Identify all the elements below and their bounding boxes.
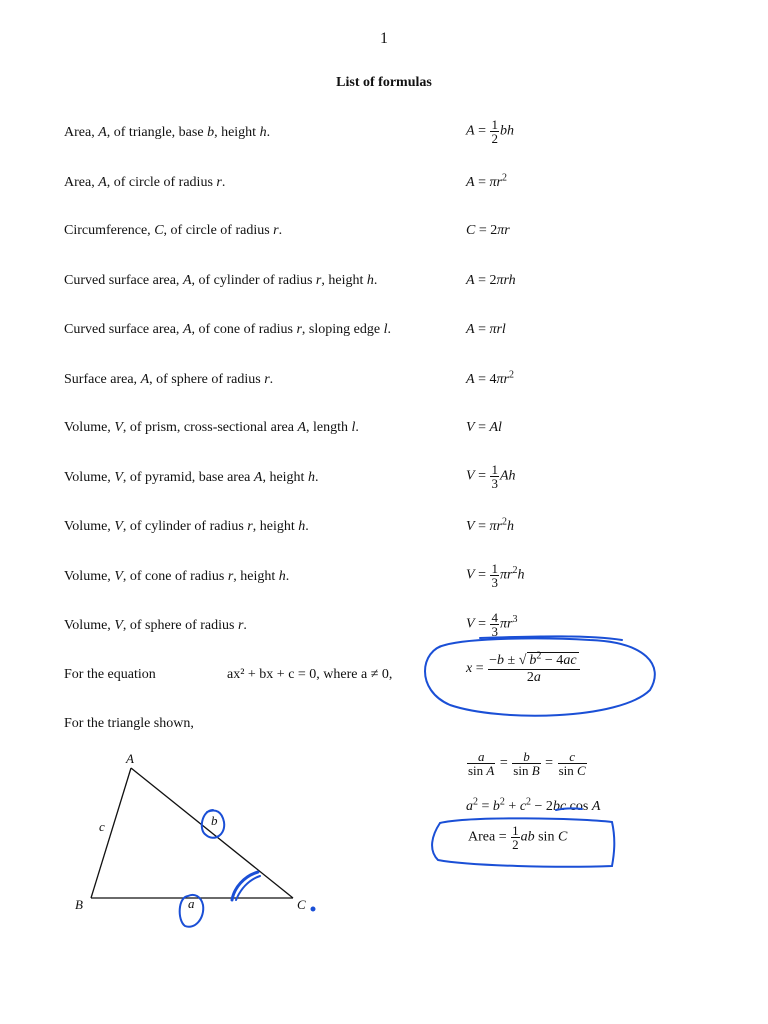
sine-rule-formula: $\frac{a}{\text{sin A}}$ = $\frac{b}{\text{sin B}}$ = $\frac{c}{\text{sin C}}$ bbox=[468, 749, 586, 778]
triangle-area-formula: Area = $\frac{1}{2}$ ab sin C bbox=[468, 823, 568, 852]
row-desc: Volume, V, of pyramid, base area A, height h. bbox=[64, 470, 319, 485]
page-title: List of formulas bbox=[336, 75, 432, 90]
formula-area-triangle: A = $\frac{1}{2}$ bh bbox=[466, 117, 514, 146]
fraction: $\frac{c}{\text{sin C}}$ bbox=[558, 749, 586, 778]
dot-annotation bbox=[312, 908, 315, 911]
fraction: $\frac{1}{3}$ bbox=[491, 561, 498, 590]
vertex-label-c: C bbox=[297, 897, 306, 912]
formula-cylinder-surface: A = 2πrh bbox=[466, 273, 516, 288]
row-desc: Curved surface area, A, of cone of radius r, sloping edge l. bbox=[64, 322, 391, 337]
fraction: $\frac{1}{3}$ bbox=[491, 462, 498, 491]
formula-pyramid-volume: V = $\frac{1}{3}$ Ah bbox=[466, 462, 516, 491]
formula-cylinder-volume: $V = \pi r^2h$ bbox=[466, 516, 514, 534]
side-b bbox=[131, 768, 293, 898]
quadratic-formula: x = $\frac{-b \pm √ b^2 - 4ac}{2a}$ bbox=[466, 652, 581, 686]
angle-c-annotation-2 bbox=[236, 876, 260, 900]
fraction: $\frac{1}{2}$ bbox=[512, 823, 519, 852]
formula-sphere-volume: V = $\frac{4}{3}$ $\pi r^3$ bbox=[466, 610, 518, 639]
fraction: $\frac{-b \pm √ b^2 - 4ac}{2a}$ bbox=[488, 652, 579, 686]
box-area-annotation bbox=[432, 818, 614, 866]
fraction: $\frac{b}{\text{sin B}}$ bbox=[513, 749, 540, 778]
page-number: 1 bbox=[380, 30, 388, 47]
formula-area-circle: $A = \pi r^2$ bbox=[466, 172, 507, 190]
row-desc: Curved surface area, A, of cylinder of radius r, height h. bbox=[64, 273, 378, 288]
side-label-c: c bbox=[99, 819, 105, 834]
quadratic-equation: ax² + bx + c = 0, where a ≠ 0, bbox=[227, 667, 393, 682]
formula-cone-volume: V = $\frac{1}{3}$ $\pi r^2h$ bbox=[466, 561, 525, 590]
fraction: $\frac{a}{\text{sin A}}$ bbox=[468, 749, 495, 778]
row-desc: Area, A, of triangle, base b, height h. bbox=[64, 125, 271, 140]
handwritten-annotations bbox=[180, 636, 655, 926]
underline-annotation bbox=[556, 808, 582, 810]
row-desc: Surface area, A, of sphere of radius r. bbox=[64, 372, 274, 387]
fraction: $\frac{4}{3}$ bbox=[491, 610, 498, 639]
side-label-a: a bbox=[188, 896, 195, 911]
formula-cone-surface: A = πrl bbox=[466, 322, 506, 337]
row-desc: Area, A, of circle of radius r. bbox=[64, 175, 226, 190]
row-desc: Volume, V, of cone of radius r, height h. bbox=[64, 569, 290, 584]
circle-quadratic-annotation bbox=[425, 638, 655, 715]
row-desc: Volume, V, of cylinder of radius r, height h. bbox=[64, 519, 309, 534]
formula-prism-volume: V = Al bbox=[466, 420, 502, 435]
row-desc: Volume, V, of prism, cross-sectional area A, length l. bbox=[64, 420, 359, 435]
row-desc: Volume, V, of sphere of radius r. bbox=[64, 618, 247, 633]
side-label-b: b bbox=[211, 813, 218, 828]
side-c bbox=[91, 768, 131, 898]
fraction: $\frac{1}{2}$ bbox=[491, 117, 498, 146]
formula-sphere-surface: $A = 4\pi r^2$ bbox=[466, 369, 514, 387]
triangle-intro: For the triangle shown, bbox=[64, 716, 194, 731]
cosine-rule-formula: $a^2 = b^2 + c^2 - 2bc$ cos A bbox=[466, 796, 601, 814]
area-word: Area bbox=[468, 829, 496, 845]
vertex-label-a: A bbox=[126, 751, 134, 766]
row-desc: Circumference, C, of circle of radius r. bbox=[64, 223, 283, 238]
triangle-shape bbox=[91, 768, 293, 898]
vertex-label-b: B bbox=[75, 897, 83, 912]
formula-circumference: C = 2πr bbox=[466, 223, 510, 238]
quadratic-label: For the equation bbox=[64, 667, 156, 682]
